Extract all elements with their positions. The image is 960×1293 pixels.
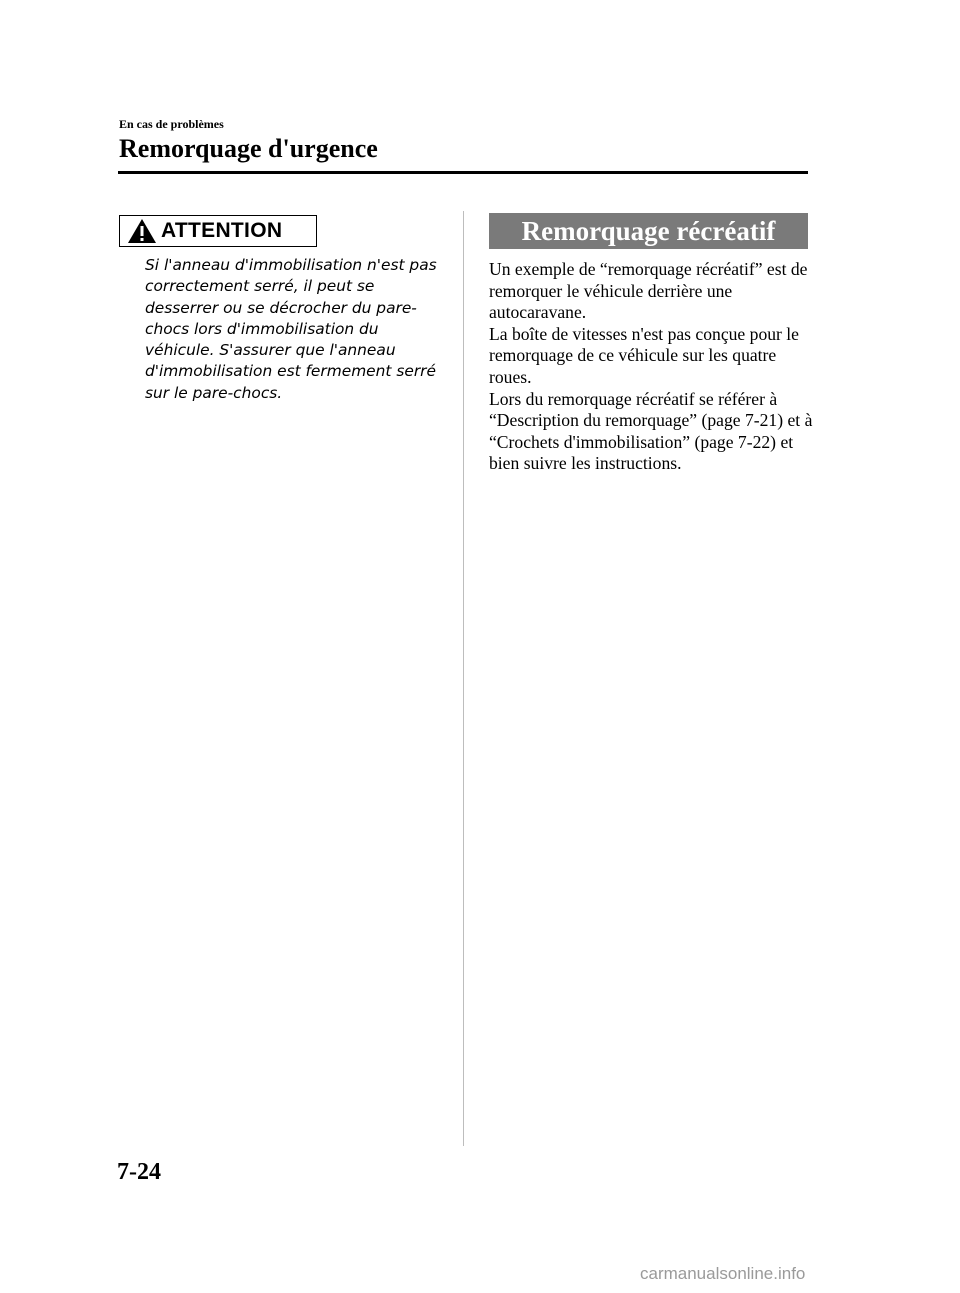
title-rule (118, 171, 808, 174)
watermark: carmanualsonline.info (640, 1264, 806, 1283)
column-divider (463, 211, 464, 1146)
body-text (489, 259, 814, 475)
page-number: 7-24 (117, 1159, 161, 1185)
page-title: Remorquage d'urgence (119, 134, 378, 163)
paragraph: Un exemple de “remorquage récréatif” est de remorquer le véhicule derrière une autocaravane. (489, 259, 808, 323)
paragraph: Lors du remorquage récréatif se référer à “Description du remorquage” (page 7-21) et à “Crochets d'immobilisation” (page 7-22) et bien suivre les instructions. (489, 388, 813, 474)
attention-box (119, 215, 317, 247)
warning-triangle-icon (127, 218, 157, 244)
section-banner: Remorquage récréatif (489, 213, 808, 249)
attention-text: Si l'anneau d'immobilisation n'est pas correctement serré, il peut se desserrer ou se décrocher du pare-chocs lors d'immobilisation du véhicule. S'assurer que l'anneau d'immobilisation est fermement serré sur le pare-chocs. (145, 256, 437, 402)
paragraph: La boîte de vitesses n'est pas conçue pour le remorquage de ce véhicule sur les quatre roues. (489, 323, 799, 387)
attention-label: ATTENTION (161, 219, 283, 242)
section-label: En cas de problèmes (119, 117, 224, 131)
